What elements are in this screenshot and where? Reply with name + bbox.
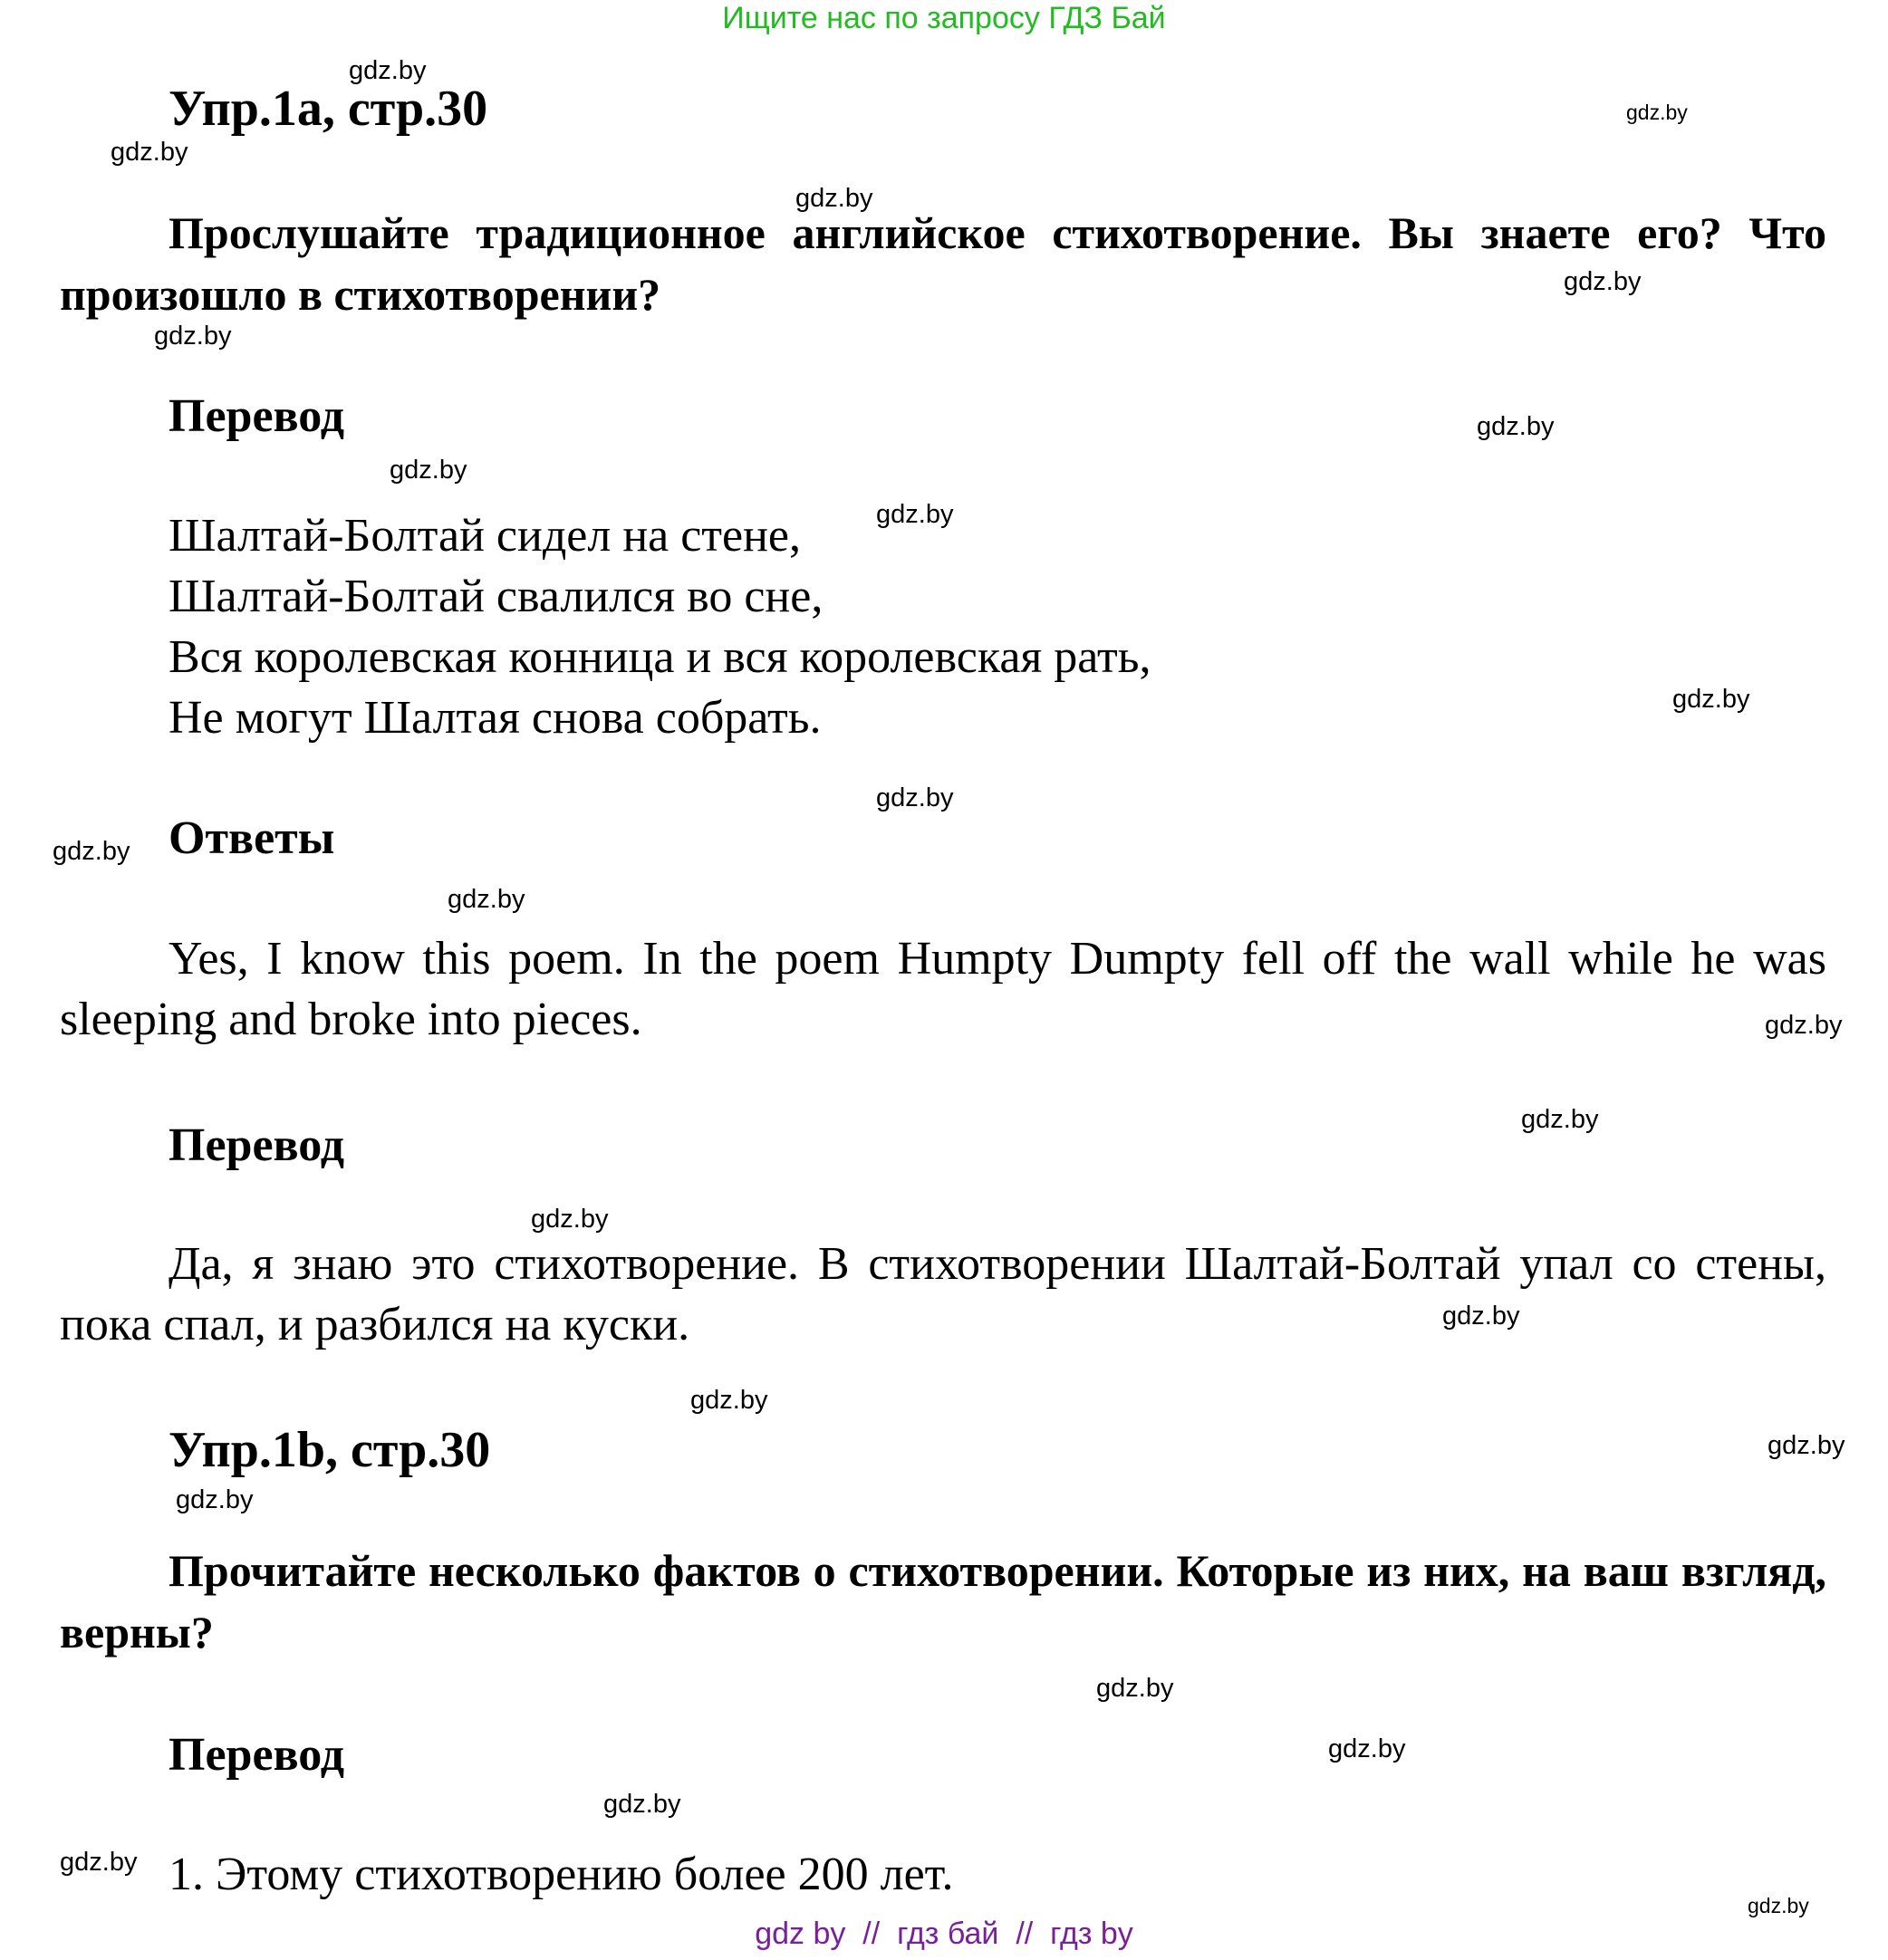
answer-text: Yes, I know this poem. In the poem Humpty Dumpty fell off the wall while he was sleeping and broke into pieces. [60,933,1826,1045]
exercise-1a-task: Прослушайте традиционное английское стихотворение. Вы знаете его? Что произошло в стихотворении? [60,207,1826,320]
watermark: gdz.by [60,1848,138,1877]
watermark: gdz.by [1768,1431,1845,1460]
watermark: gdz.by [53,837,130,866]
watermark: gdz.by [1521,1105,1599,1134]
watermark: gdz.by [1442,1302,1520,1331]
watermark: gdz.by [876,500,954,529]
watermark: gdz.by [176,1485,254,1514]
top-banner: Ищите нас по запросу ГДЗ Бай [722,1,1166,35]
watermark: gdz.by [448,885,525,914]
watermark: gdz.by [1096,1674,1174,1703]
watermark: gdz.by [795,184,873,213]
watermark: gdz.by [154,322,232,351]
watermark: gdz.by [876,783,954,812]
watermark: gdz.by [1564,267,1642,296]
watermark: gdz.by [1328,1734,1406,1763]
answers-heading: Ответы [169,812,335,864]
watermark: gdz.by [1748,1894,1809,1917]
watermark: gdz.by [603,1790,681,1819]
poem-line-4: Не могут Шалтая снова собрать. [169,692,822,744]
poem-line-2: Шалтай-Болтай свалился во сне, [169,571,824,622]
fact-item-1: 1. Этому стихотворению более 200 лет. [169,1849,954,1900]
watermark: gdz.by [1672,685,1750,714]
watermark: gdz.by [349,56,427,85]
footer-links: gdz by // гдз бай // гдз by [755,1917,1133,1951]
watermark: gdz.by [1477,412,1555,441]
translation-heading-1: Перевод [169,390,345,442]
watermark: gdz.by [111,138,188,167]
watermark: gdz.by [390,456,467,485]
exercise-1b-heading: Упр.1b, стр.30 [169,1422,491,1478]
watermark: gdz.by [531,1205,609,1234]
poem-line-1: Шалтай-Болтай сидел на стене, [169,510,802,562]
translation-heading-3: Перевод [169,1729,345,1781]
exercise-1b-task: Прочитайте несколько фактов о стихотворении. Которые из них, на ваш взгляд, верны? [60,1545,1826,1657]
watermark: gdz.by [1626,101,1688,124]
watermark: gdz.by [690,1386,768,1415]
poem-line-3: Вся королевская конница и вся королевская рать, [169,631,1151,683]
answer-translation-text: Да, я знаю это стихотворение. В стихотворении Шалтай-Болтай упал со стены, пока спал, и разбился на куски. [60,1238,1826,1350]
watermark: gdz.by [1765,1011,1843,1040]
exercise-1a-heading: Упр.1a, стр.30 [169,81,488,137]
translation-heading-2: Перевод [169,1119,345,1171]
